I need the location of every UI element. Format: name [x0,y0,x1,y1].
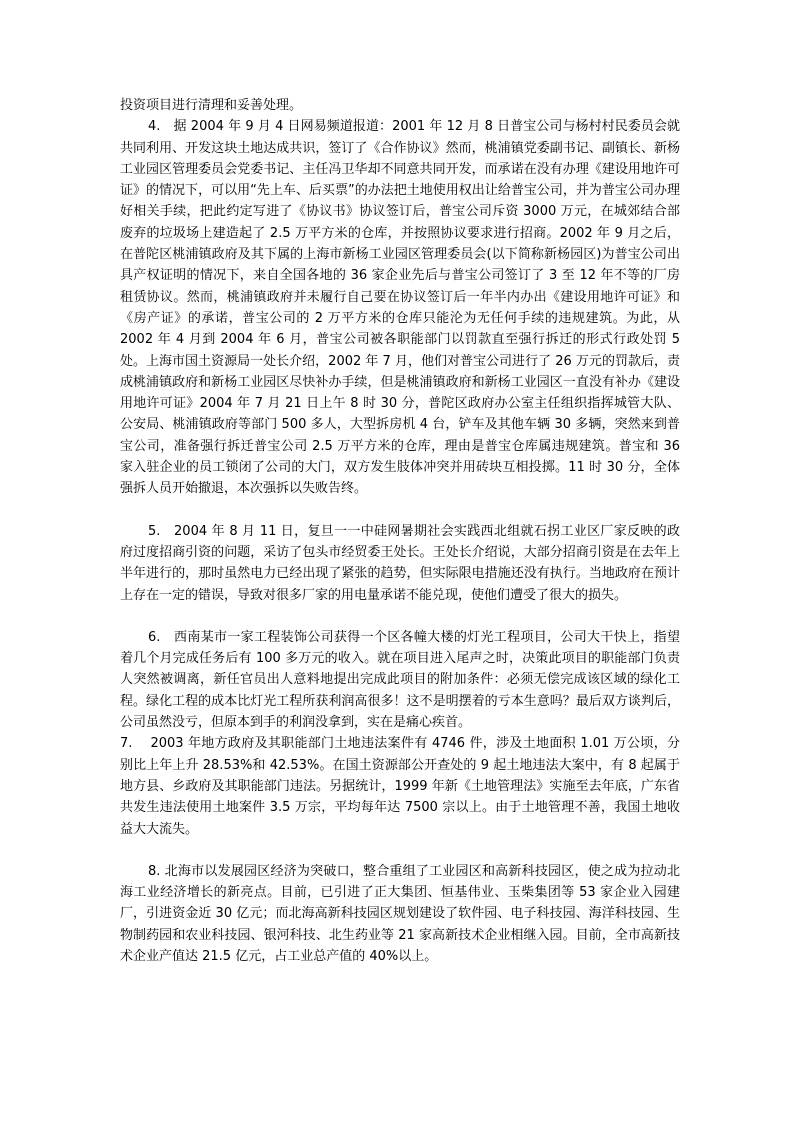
paragraph-gap [120,500,680,521]
paragraph-item-6: 6. 西南某市一家工程装饰公司获得一个区各幢大楼的灯光工程项目，公司大干快上，指望着几个月完成任务后有 100 多万元的收入。就在项目进入尾声之时，决策此项目的职能部门负责人突然被调离，新任官员出人意料地提出完成此项目的附加条件：必须无偿完成该区域的绿化工程。绿化工程的成本比灯光工程所获利润高很多！这不是明摆着的亏本生意吗？最后双方谈判后，公司虽然没亏，但原本到手的利润没拿到，实在是痛心疾首。 [120,629,680,731]
paragraph-continuation: 投资项目进行清理和妥善处理。 [120,98,303,113]
paragraph-item-7: 7. 2003 年地方政府及其职能部门土地违法案件有 4746 件，涉及土地面积 1.01 万公顷，分别比上年上升 28.53%和 42.53%。在国土资源部公开查处的 9 起土地违法大案中，有 8 起属于地方县、乡政府及其职能部门违法。另据统计，1999 年新《土地管理法》实施至去年底，广东省共发生违法使用土地案件 3.5 万宗，平均每年达 7500 宗以上。由于土地管理不善，我国土地收益大大流失。 [120,736,680,837]
paragraph-item-4: 4. 据 2004 年 9 月 4 日网易频道报道：2001 年 12 月 8 日普宝公司与杨村村民委员会就共同利用、开发这块土地达成共识，签订了《合作协议》然而，桃浦镇党委副书记、副镇长、新杨工业园区管理委员会党委书记、主任冯卫华却不同意共同开发，而承诺在没有办理《建设用地许可证》的情况下，可以用“先上车、后买票”的办法把土地使用权出让给普宝公司，并为普宝公司办理好相关手续，把此约定写进了《协议书》协议签订后，普宝公司斥资 3000 万元，在城郊结合部废弃的垃圾场上建造起了 2.5 万平方米的仓库，并按照协议要求进行招商。2002 年 9 月之后，在普陀区桃浦镇政府及其下属的上海市新杨工业园区管理委员会(以下简称新杨园区)为普宝公司出具产权证明的情况下，来自全国各地的 36 家企业先后与普宝公司签订了 3 至 12 年不等的厂房租赁协议。然而，桃浦镇政府并未履行自己要在协议签订后一年半内办出《建设用地许可证》和《房产证》的承诺，普宝公司的 2 万平方米的仓库只能沦为无任何手续的违规建筑。为此，从 2002 年 4 月到 2004 年 6 月，普宝公司被各职能部门以罚款直至强行拆迁的形式行政处罚 5 处。上海市国土资源局一处长介绍，2002 年 7 月，他们对普宝公司进行了 26 万元的罚款后，责成桃浦镇政府和新杨工业园区尽快补办手续，但是桃浦镇政府和新杨工业园区一直没有补办《建设用地许可证》2004 年 7 月 21 日上午 8 时 30 分，普陀区政府办公室主任组织指挥城管大队、公安局、桃浦镇政府等部门 500 多人，大型拆房机 4 台，铲车及其他车辆 30 多辆，突然来到普宝公司，准备强行拆迁普宝公司 2.5 万平方米的仓库，理由是普宝仓库属违规建筑。普宝和 36 家入驻企业的员工锁闭了公司的大门，双方发生肢体冲突并用砖块互相投掷。11 时 30 分，全体强拆人员开始撤退，本次强拆以失败告终。 [120,119,680,497]
paragraph-gap [120,606,680,627]
paragraph-item-8: 8. 北海市以发展园区经济为突破口，整合重组了工业园区和高新科技园区，使之成为拉动北海工业经济增长的新亮点。目前，已引进了正大集团、恒基伟业、玉柴集团等 53 家企业入园建厂，引进资金近 30 亿元；而北海高新科技园区规划建设了软件园、电子科技园、海洋科技园、生物制药园和农业科技园、银河科技、北生药业等 21 家高新技术企业相继入园。目前，全市高新技术企业产值达 21.5 亿元，占工业总产值的 40%以上。 [120,863,680,964]
paragraph-item-5: 5. 2004 年 8 月 11 日，复旦一一中硅网暑期社会实践西北组就石拐工业区厂家反映的政府过度招商引资的问题，采访了包头市经贸委王处长。王处长介绍说，大部分招商引资是在去年上半年进行的，那时虽然电力已经出现了紧张的趋势，但实际限电措施还没有执行。当地政府在预计上存在一定的错误，导致对很多厂家的用电量承诺不能兑现，使他们遭受了很大的损失。 [120,523,680,603]
paragraph-gap [120,840,680,861]
document-page [120,95,680,967]
